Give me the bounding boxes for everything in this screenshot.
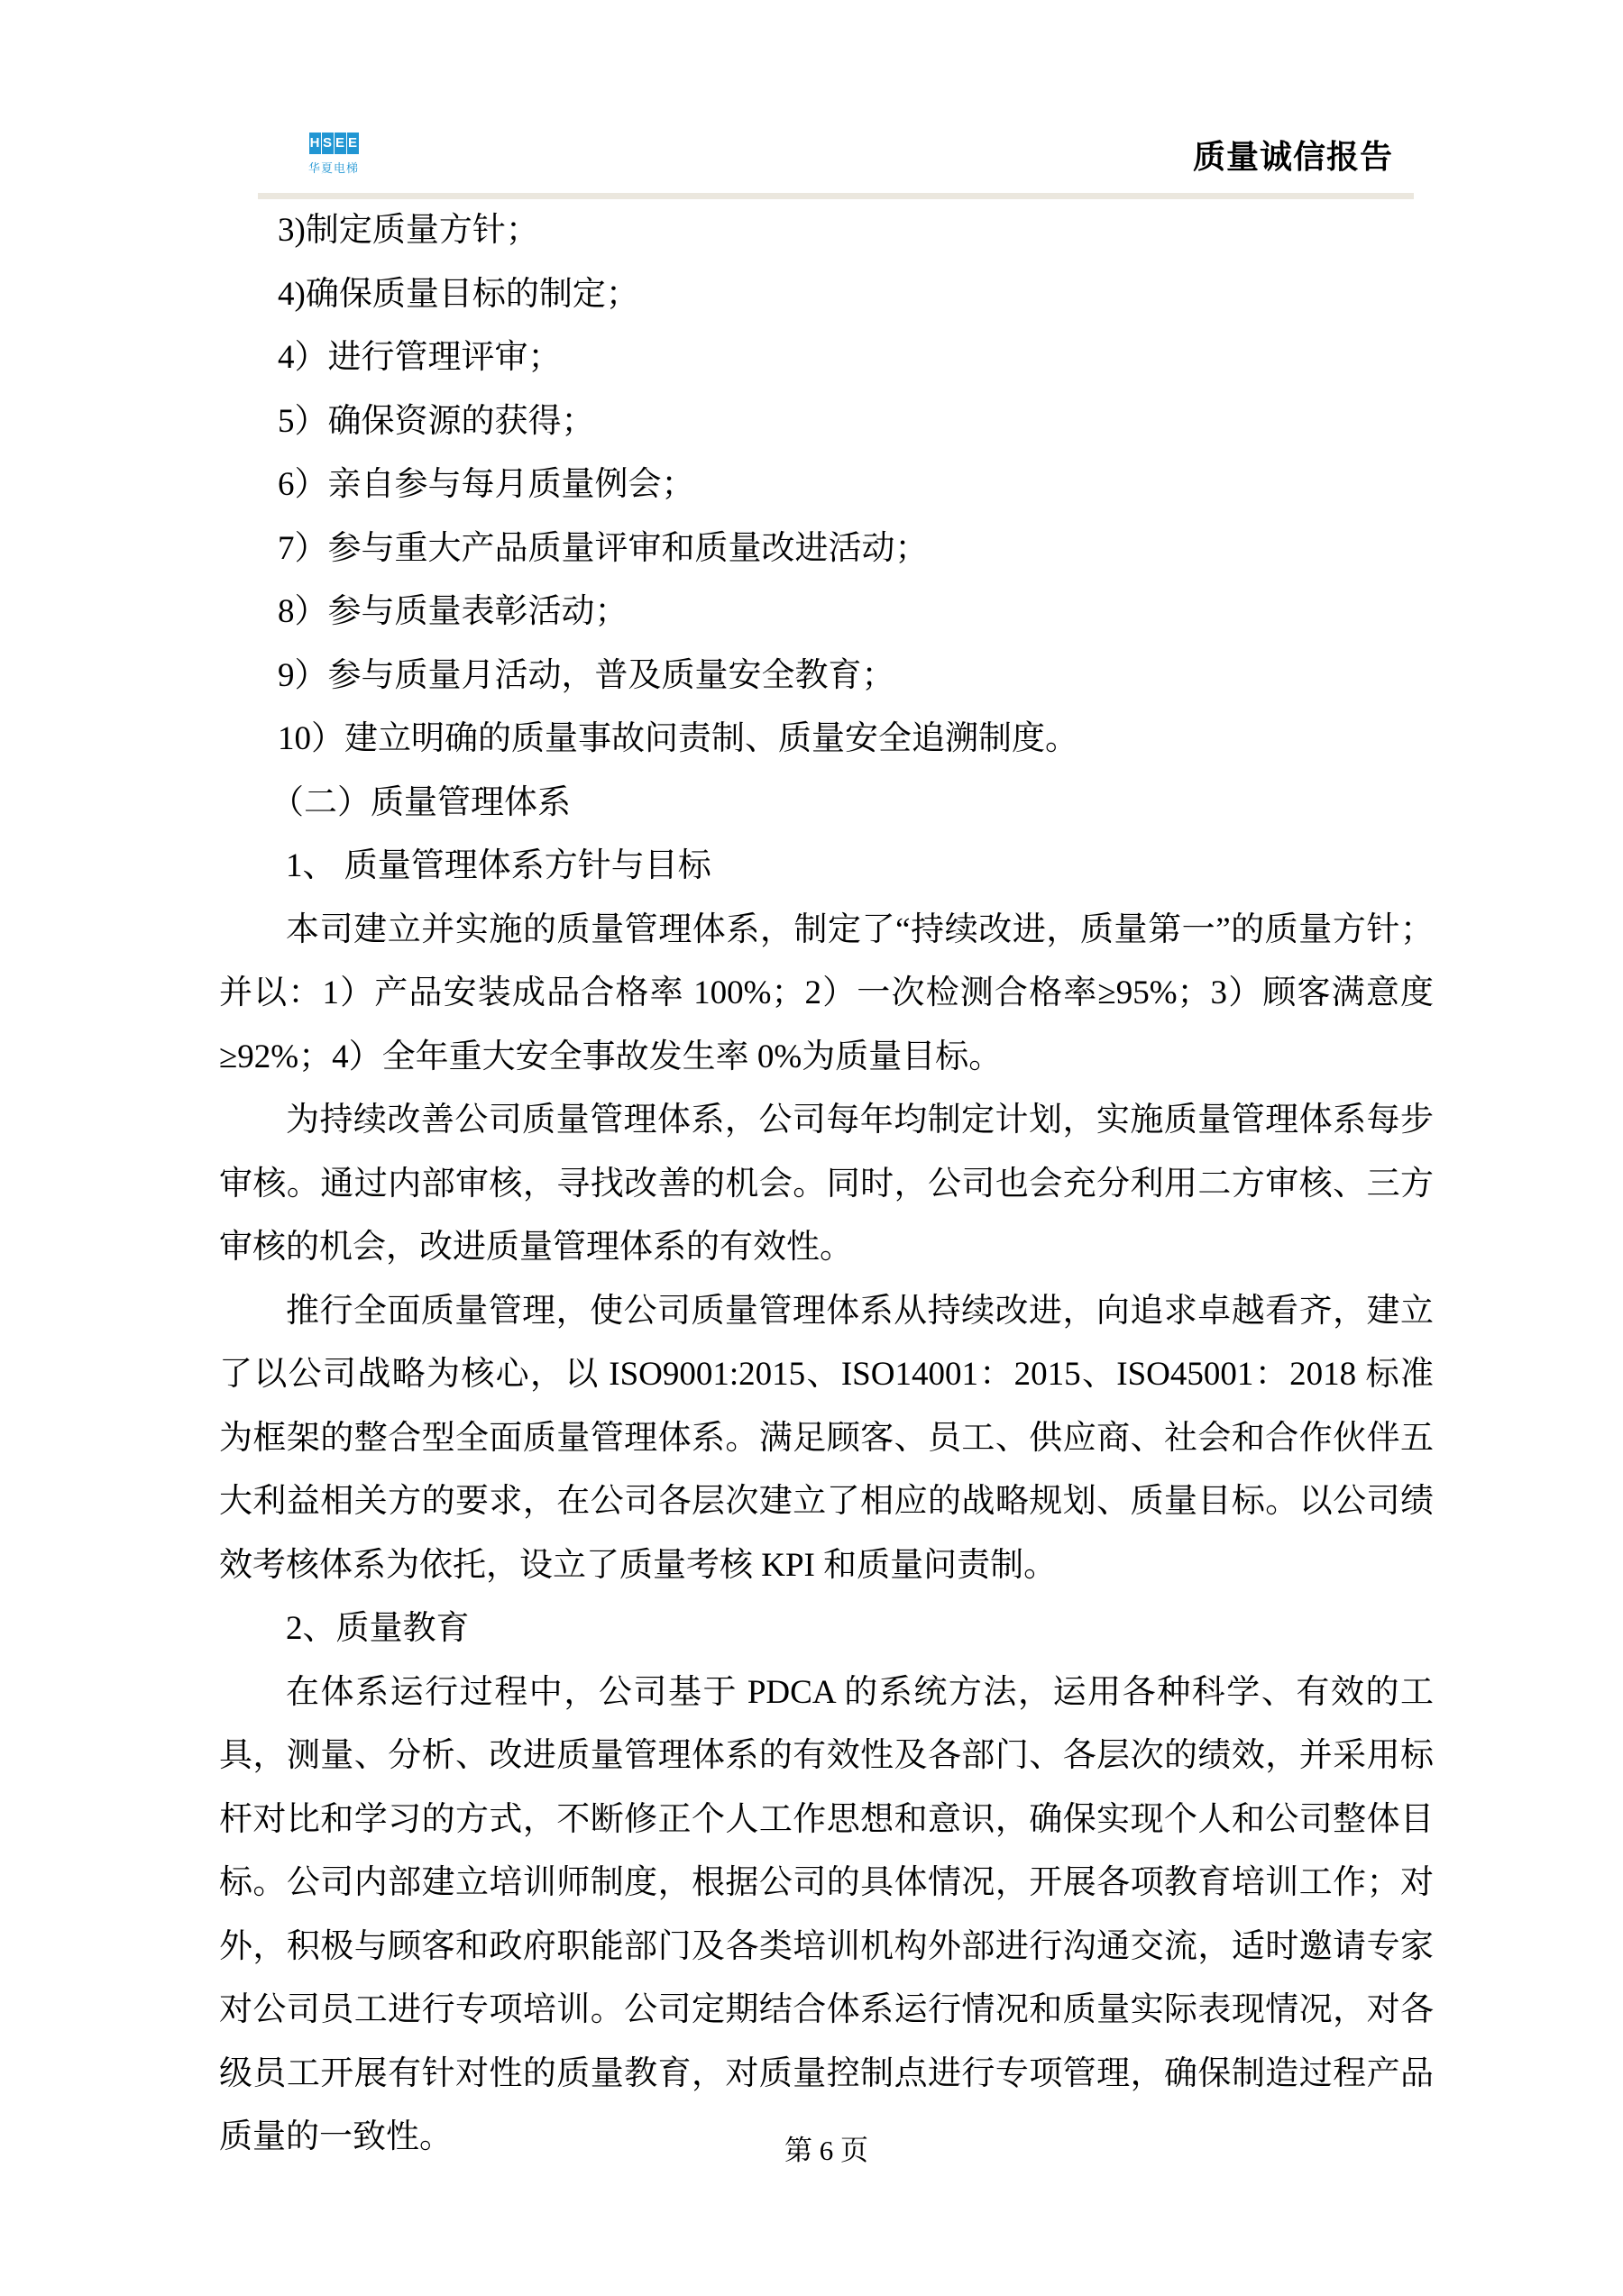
list-item: 6）亲自参与每月质量例会；	[278, 466, 695, 503]
paragraph: 推行全面质量管理，使公司质量管理体系从持续改进，向追求卓越看齐，建立了以公司战略为核心，以 ISO9001:2015、ISO14001：2015、ISO45001：2018 标准为框架的整合型全面质量管理体系。满足顾客、员工、供应商、社会和合作伙伴五大利益相关方的要求，在公司各层次建立了相应的战略规划、质量目标。以公司绩效考核体系为依托，设立了质量考核 KPI 和质量问责制。	[219, 1292, 1434, 1584]
hsee-logo	[306, 133, 362, 176]
paragraph: 在体系运行过程中，公司基于 PDCA 的系统方法，运用各种科学、有效的工具，测量、分析、改进质量管理体系的有效性及各部门、各层次的绩效，并采用标杆对比和学习的方式，不断修正个人工作思想和意识，确保实现个人和公司整体目标。公司内部建立培训师制度，根据公司的具体情况，开展各项教育培训工作；对外，积极与顾客和政府职能部门及各类培训机构外部进行沟通交流，适时邀请专家对公司员工进行专项培训。公司定期结合体系运行情况和质量实际表现情况，对各级员工开展有针对性的质量教育，对质量控制点进行专项管理，确保制造过程产品质量的一致性。	[219, 1673, 1434, 2155]
header-title: 质量诚信报告	[1192, 139, 1393, 175]
list-item: 5）确保资源的获得；	[278, 402, 595, 440]
header-divider	[258, 193, 1414, 199]
page-number: 第 6 页	[784, 2135, 868, 2166]
list-item: 9）参与质量月活动，普及质量安全教育；	[278, 656, 895, 694]
hsee-logo-icon	[306, 133, 362, 154]
logo-letter-tile: E	[347, 133, 359, 154]
list-item: 10）建立明确的质量事故问责制、质量安全追溯制度。	[278, 720, 1078, 757]
subsection-heading: 1、 质量管理体系方针与目标	[286, 847, 711, 884]
section-heading: （二）质量管理体系	[270, 783, 571, 821]
subsection-heading: 2、质量教育	[286, 1610, 470, 1647]
logo-letter-tile: E	[335, 133, 346, 154]
list-item: 7）参与重大产品质量评审和质量改进活动；	[278, 529, 929, 567]
document-body	[219, 199, 1434, 2170]
logo-letter-tile: H	[309, 133, 321, 154]
list-item: 4)确保质量目标的制定；	[278, 275, 639, 313]
paragraph: 为持续改善公司质量管理体系，公司每年均制定计划，实施质量管理体系每步审核。通过内部审核，寻找改善的机会。同时，公司也会充分利用二方审核、三方审核的机会，改进质量管理体系的有效性。	[219, 1102, 1434, 1266]
paragraph: 本司建立并实施的质量管理体系，制定了“持续改进，质量第一”的质量方针；并以：1）产品安装成品合格率 100%；2）一次检测合格率≥95%；3）顾客满意度≥92%；4）全年重大安全事故发生率 0%为质量目标。	[219, 910, 1434, 1075]
logo-subtitle: 华夏电梯	[307, 161, 359, 175]
list-item: 4）进行管理评审；	[278, 339, 562, 376]
logo-letter-tile: S	[322, 133, 334, 154]
list-item: 8）参与质量表彰活动；	[278, 593, 628, 630]
list-item: 3)制定质量方针；	[278, 212, 539, 249]
